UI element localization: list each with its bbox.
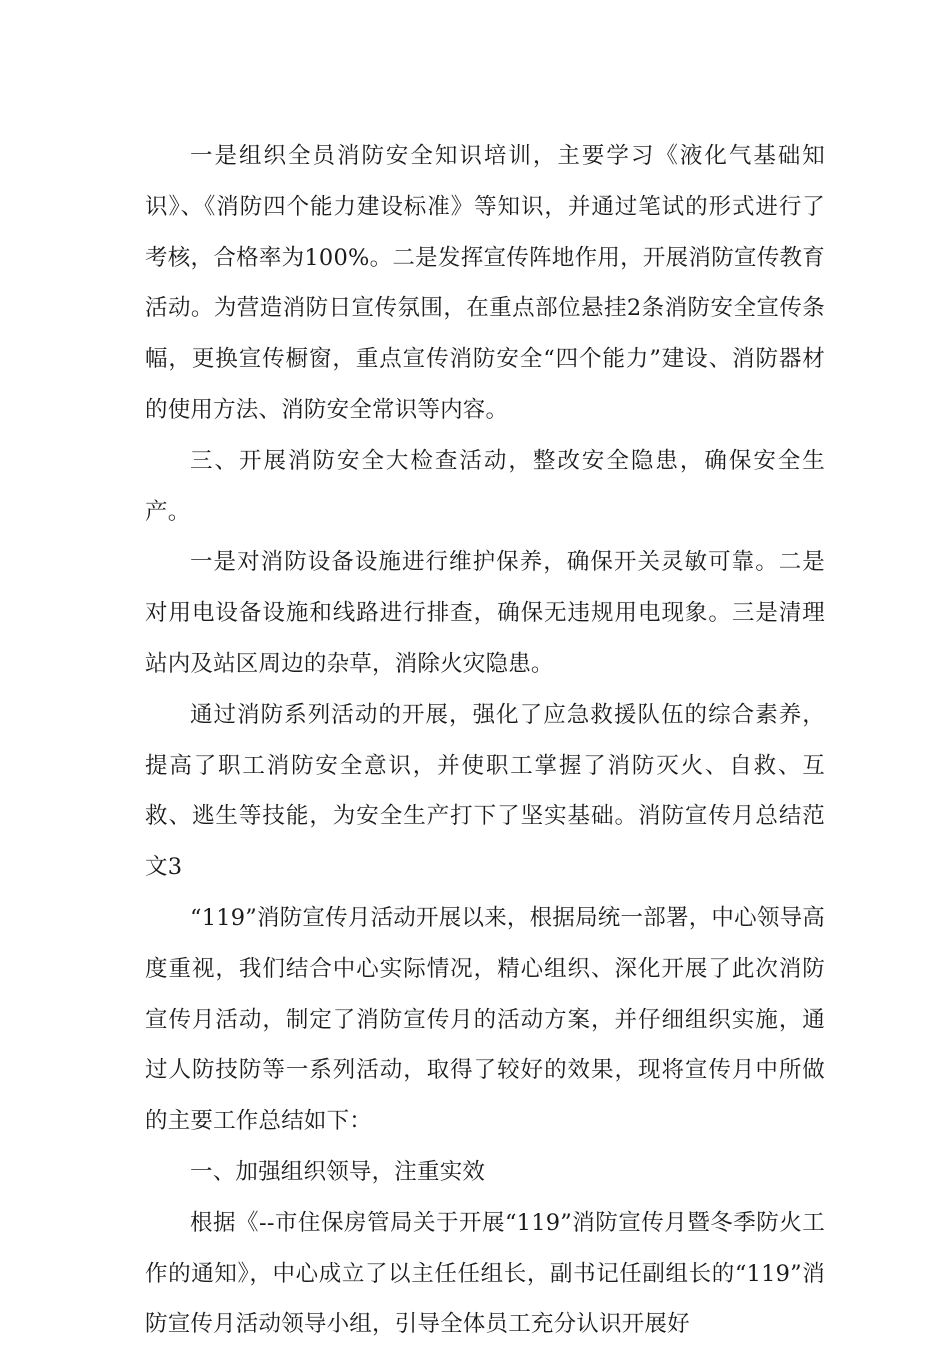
paragraph-training: 一是组织全员消防安全知识培训，主要学习《液化气基础知识》、《消防四个能力建设标准》等知识，并通过笔试的形式进行了考核，合格率为100%。二是发挥宣传阵地作用，开展消防宣传教育活动。为营造消防日宣传氛围，在重点部位悬挂2条消防安全宣传条幅，更换宣传橱窗，重点宣传消防安全“四个能力”建设、消防器材的使用方法、消防安全常识等内容。 — [145, 143, 825, 423]
paragraph-maintenance: 一是对消防设备设施进行维护保养，确保开关灵敏可靠。二是对用电设备设施和线路进行排查，确保无违规用电现象。三是清理站内及站区周边的杂草，消除火灾隐患。 — [145, 549, 825, 677]
document-page — [145, 131, 825, 1350]
paragraph-notice: 根据《--市住保房管局关于开展“119”消防宣传月暨冬季防火工作的通知》，中心成立了以主任任组长，副书记任副组长的“119”消防宣传月活动领导小组，引导全体员工充分认识开展好 — [145, 1209, 825, 1338]
heading-inspection: 三、开展消防安全大检查活动，整改安全隐患，确保安全生产。 — [145, 447, 825, 525]
paragraph-campaign: “119”消防宣传月活动开展以来，根据局统一部署，中心领导高度重视，我们结合中心实际情况，精心组织、深化开展了此次消防宣传月活动，制定了消防宣传月的活动方案，并仔细组织实施，通过人防技防等一系列活动，取得了较好的效果，现将宣传月中所做的主要工作总结如下： — [145, 904, 825, 1135]
heading-leadership: 一、加强组织领导，注重实效 — [190, 1158, 486, 1185]
paragraph-summary: 通过消防系列活动的开展，强化了应急救援队伍的综合素养，提高了职工消防安全意识，并使职工掌握了消防灭火、自救、互救、逃生等技能，为安全生产打下了坚实基础。消防宣传月总结范文3 — [145, 701, 825, 881]
